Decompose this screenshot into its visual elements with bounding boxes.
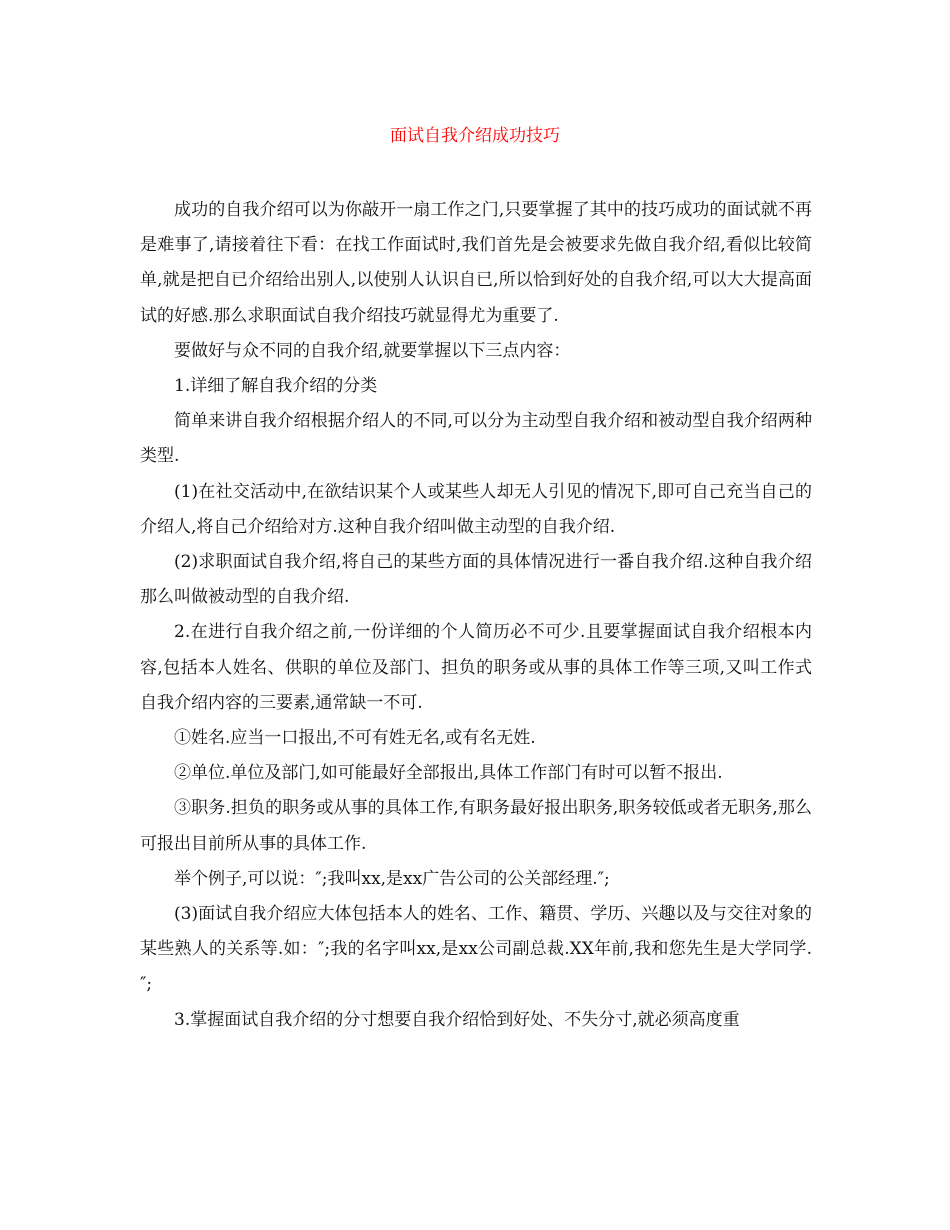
heading-point-2: 2.在进行自我介绍之前,一份详细的个人简历必不可少.且要掌握面试自我介绍根本内容,包括本人姓名、供职的单位及部门、担负的职务或从事的具体工作等三项,又叫工作式自我介绍内容的三要素,通常缺一不可. <box>140 622 812 713</box>
document-title: 面试自我介绍成功技巧 <box>390 126 560 146</box>
paragraph-name: ①姓名.应当一口报出,不可有姓无名,或有名无姓. <box>174 728 536 749</box>
heading-point-1: 1.详细了解自我介绍的分类 <box>174 376 378 397</box>
paragraph-intro: 成功的自我介绍可以为你敲开一扇工作之门,只要掌握了其中的技巧成功的面试就不再是难事了,请接着往下看：在找工作面试时,我们首先是会被要求先做自我介绍,看似比较简单,就是把自已介绍给出别人,以使别人认识自已,所以恰到好处的自我介绍,可以大大提高面试的好感.那么求职面试自我介绍技巧就显得尤为重要了. <box>140 200 812 326</box>
paragraph-type-passive: (2)求职面试自我介绍,将自己的某些方面的具体情况进行一番自我介绍.这种自我介绍那么叫做被动型的自我介绍. <box>140 552 812 608</box>
paragraph-example: 举个例子,可以说：″;我叫xx,是xx广告公司的公关部经理.″; <box>174 868 610 889</box>
paragraph-type-active: (1)在社交活动中,在欲结识某个人或某些人却无人引见的情况下,即可自己充当自己的介绍人,将自己介绍给对方.这种自我介绍叫做主动型的自我介绍. <box>140 481 812 537</box>
heading-point-3: 3.掌握面试自我介绍的分寸想要自我介绍恰到好处、不失分寸,就必须高度重 <box>174 1009 740 1030</box>
document-body <box>140 193 812 1038</box>
paragraph-position: ③职务.担负的职务或从事的具体工作,有职务最好报出职务,职务较低或者无职务,那么可报出目前所从事的具体工作. <box>140 798 812 854</box>
paragraph-types: 简单来讲自我介绍根据介绍人的不同,可以分为主动型自我介绍和被动型自我介绍两种类型. <box>140 411 812 467</box>
paragraph-three-points: 要做好与众不同的自我介绍,就要掌握以下三点内容： <box>174 340 571 361</box>
paragraph-unit: ②单位.单位及部门,如可能最好全部报出,具体工作部门有时可以暂不报出. <box>174 763 723 784</box>
paragraph-content: (3)面试自我介绍应大体包括本人的姓名、工作、籍贯、学历、兴趣以及与交往对象的某些熟人的关系等.如：″;我的名字叫xx,是xx公司副总裁.XX年前,我和您先生是大学同学.″; <box>140 904 812 995</box>
